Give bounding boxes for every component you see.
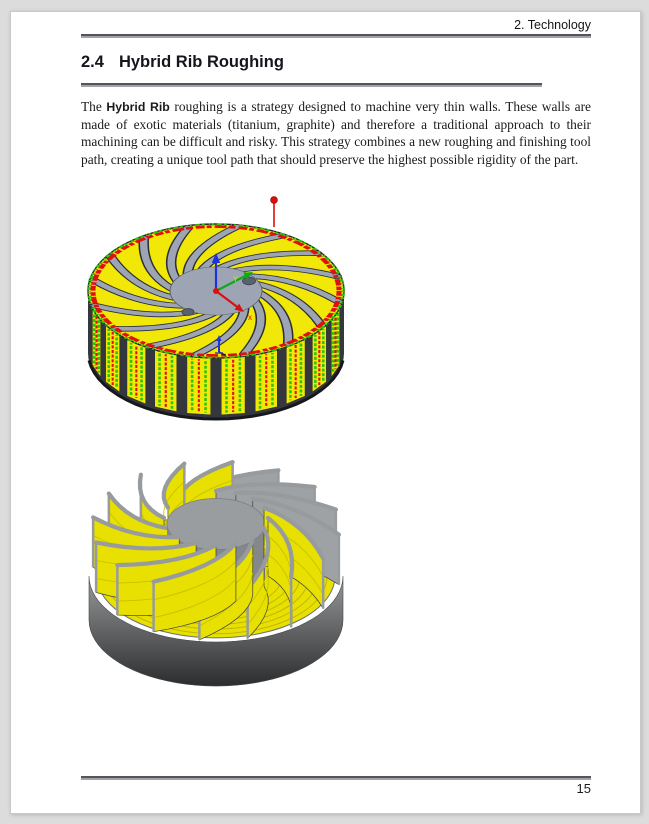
paragraph-term-bold: Hybrid Rib (106, 100, 170, 114)
header-rule (81, 34, 591, 38)
svg-text:Y: Y (233, 275, 239, 284)
svg-text:x: x (248, 313, 252, 322)
section-heading (81, 53, 284, 72)
figure-stock-simulation-image (86, 193, 356, 428)
running-header: 2. Technology (514, 18, 591, 32)
paragraph-rest: roughing is a strategy designed to machine very thin walls. These walls are made of exotic materials (titanium, graphite) and therefore a traditional approach to their machining can be difficult and risky. This strategy combines a new roughing and finishing tool path, creating a unique tool path that should preserve the highest possible rigidity of the part. (81, 99, 592, 167)
section-number: 2.4 (81, 53, 104, 71)
manual-page (10, 11, 641, 814)
body-paragraph (81, 98, 591, 168)
page-number: 15 (576, 781, 591, 796)
paragraph-lead: The (81, 99, 107, 114)
heading-rule (81, 83, 542, 87)
footer-rule (81, 776, 591, 780)
section-title: Hybrid Rib Roughing (118, 53, 284, 71)
figure-finished-part-image (86, 446, 356, 696)
